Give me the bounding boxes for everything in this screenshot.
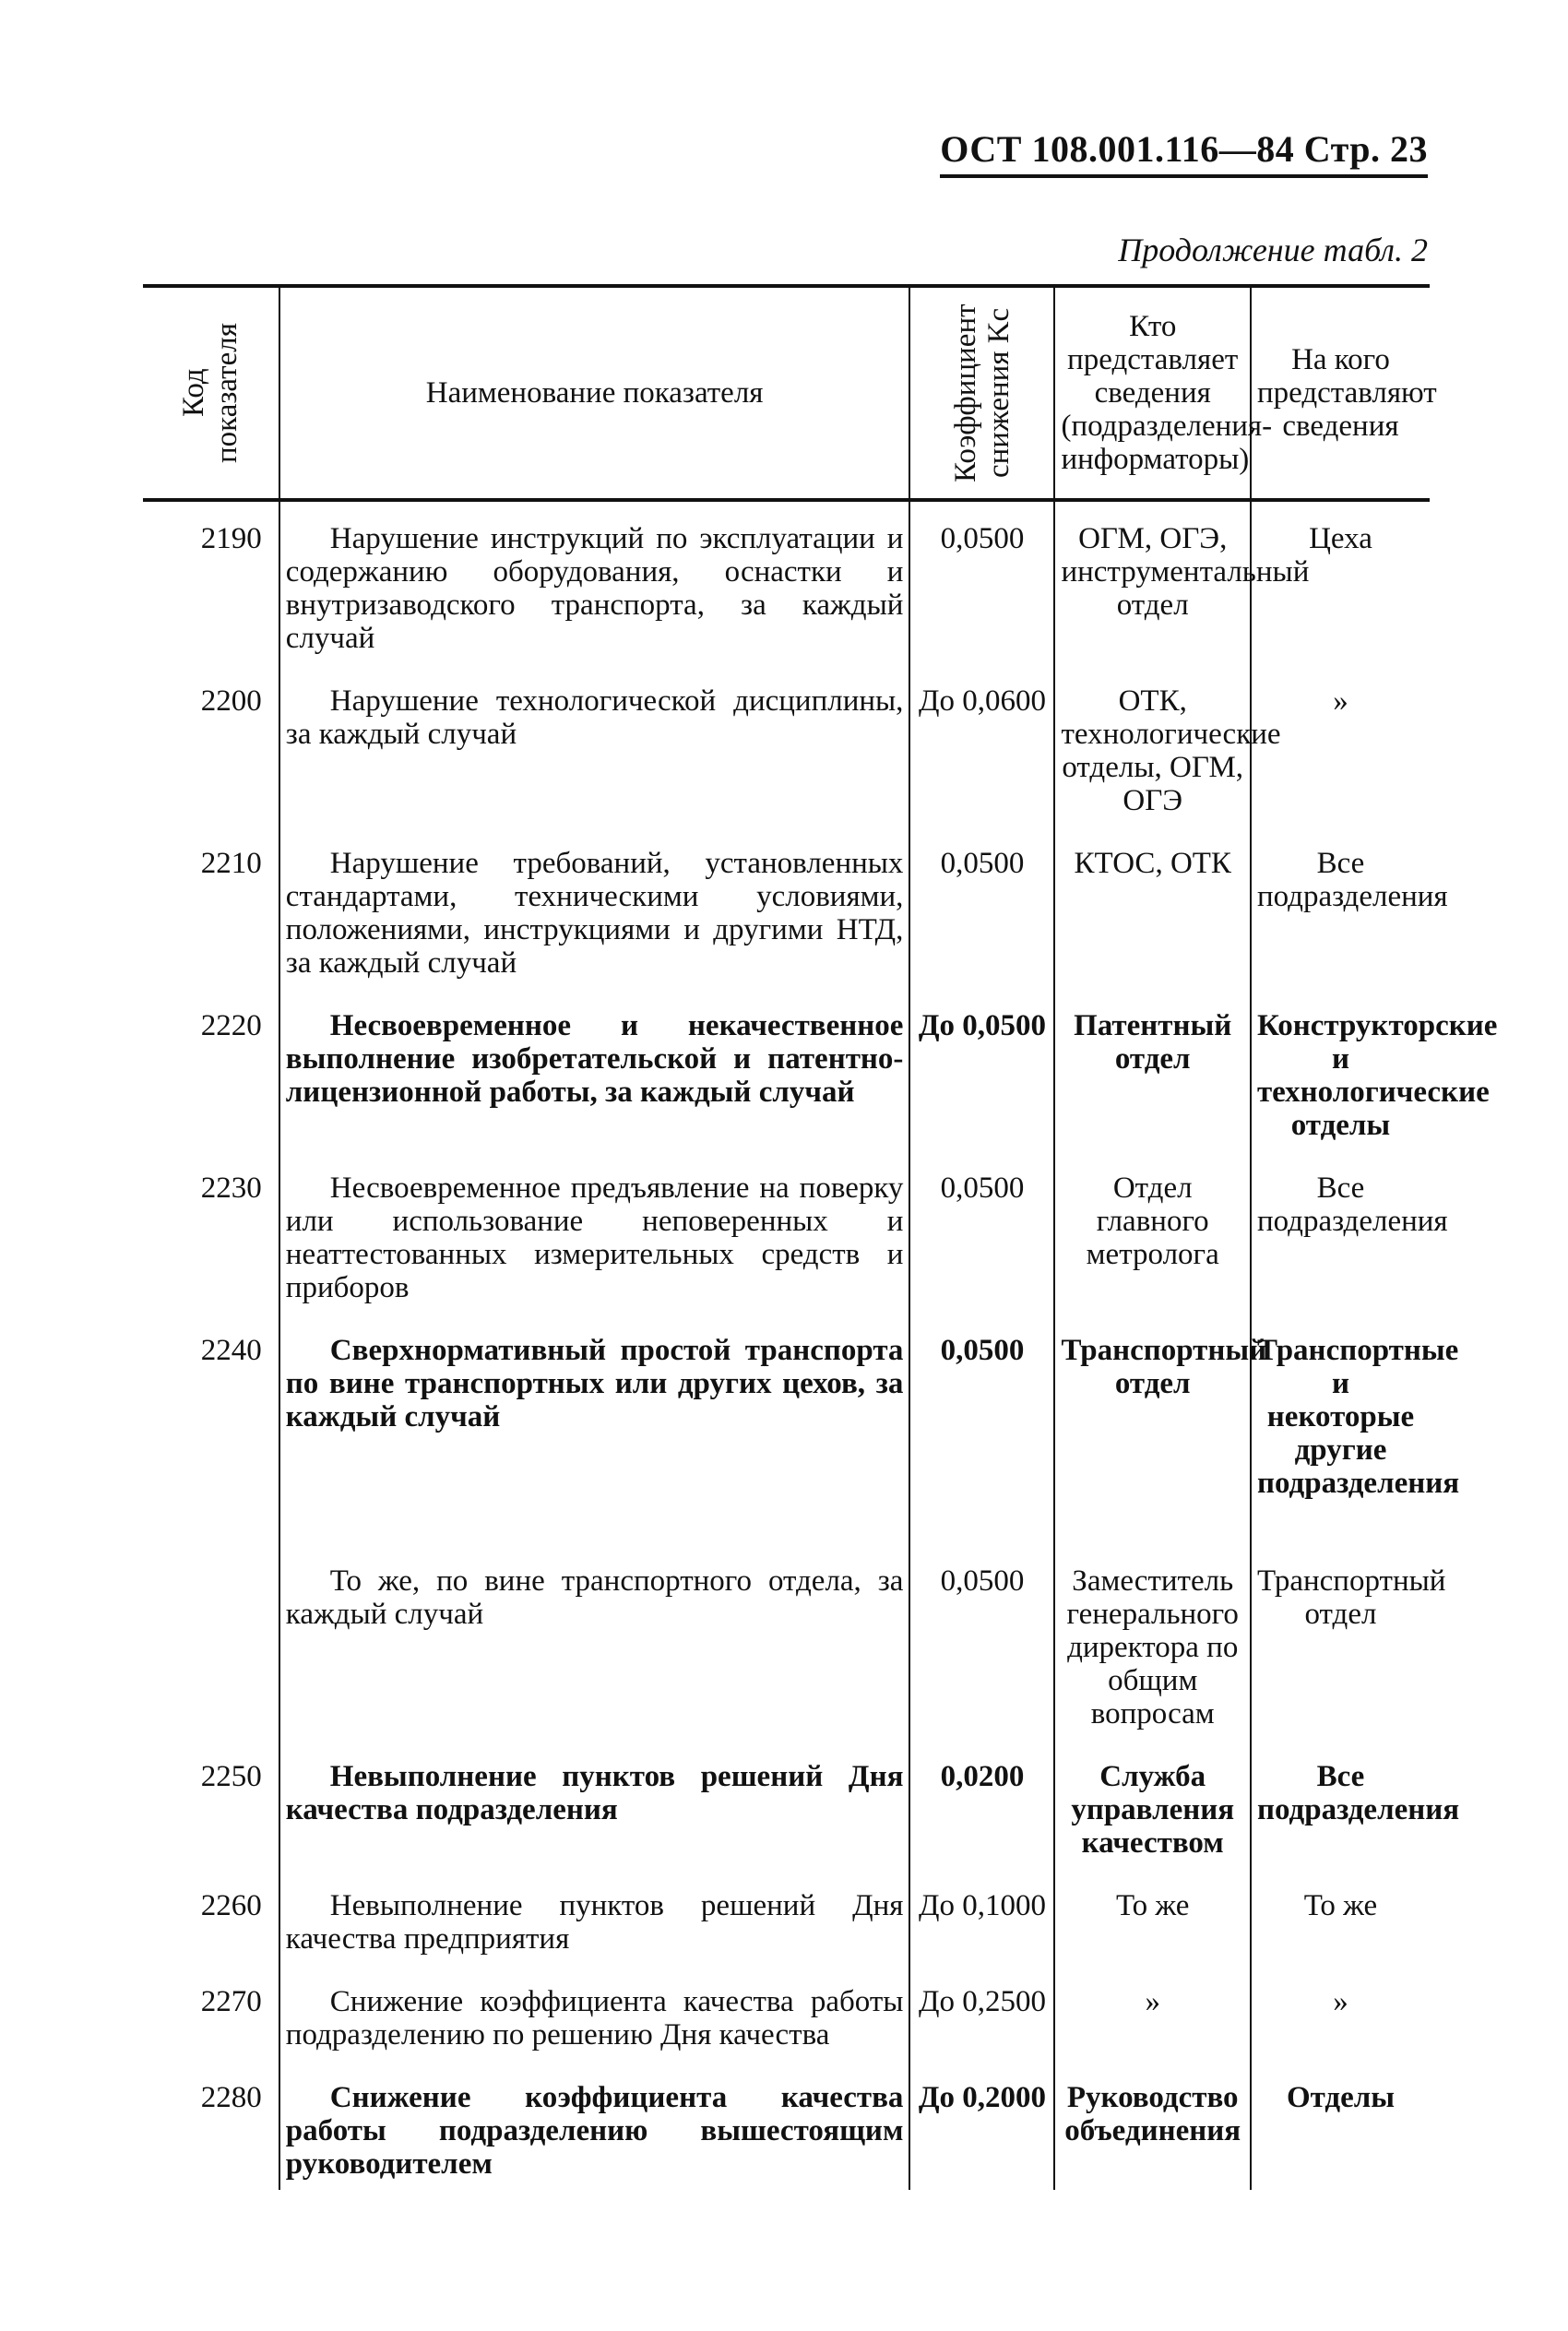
row-name: Нарушение технологической дисциплины, за каждый случай <box>279 664 910 827</box>
row-coef: До 0,2000 <box>909 2061 1054 2190</box>
row-code: 2200 <box>200 684 262 718</box>
row-who: КТОС, ОТК <box>1054 827 1250 989</box>
row-whom: Транспортный отдел <box>1251 1509 1430 1740</box>
table-row <box>143 1740 1430 1869</box>
row-who: Служба управления качеством <box>1054 1740 1250 1869</box>
row-code: 2260 <box>200 1889 262 1922</box>
row-coef: До 0,0600 <box>909 664 1054 827</box>
row-name: Невыполнение пунктов решений Дня качества предприятия <box>279 1869 910 1965</box>
col-header-name: Наименование показателя <box>279 286 910 500</box>
col-header-coef: Коэффициент снижения Kс <box>909 286 1054 500</box>
table-header-row <box>143 286 1430 500</box>
row-code: 2230 <box>200 1171 262 1205</box>
row-name: Снижение коэффициента качества работы подразделению по решению Дня качества <box>279 1965 910 2061</box>
table-row <box>143 1314 1430 1509</box>
row-who: То же <box>1054 1869 1250 1965</box>
row-who: Транспортный отдел <box>1054 1314 1250 1509</box>
row-whom: Отделы <box>1251 2061 1430 2190</box>
row-coef: 0,0500 <box>909 827 1054 989</box>
row-code: 2210 <box>200 847 262 880</box>
col-header-whom: На кого представляют сведения <box>1251 286 1430 500</box>
page-header <box>940 127 1428 178</box>
row-who: » <box>1054 1965 1250 2061</box>
table-row <box>143 2061 1430 2190</box>
row-name: Сверхнормативный простой транспорта по вине транспортных или других цехов, за каждый случай <box>279 1314 910 1509</box>
table-row <box>143 1869 1430 1965</box>
col-header-code: Код показателя <box>177 323 244 463</box>
row-who: Отдел главного метролога <box>1054 1151 1250 1314</box>
indicator-table <box>143 284 1498 2190</box>
row-coef: До 0,2500 <box>909 1965 1054 2061</box>
row-who: Патентный отдел <box>1054 989 1250 1151</box>
table-row <box>143 989 1430 1151</box>
row-coef: 0,0500 <box>909 1151 1054 1314</box>
row-name: Несвоевременное предъявление на поверку или использование неповеренных и неаттестованных измерительных средств и приборов <box>279 1151 910 1314</box>
row-code: 2250 <box>200 1760 262 1793</box>
table-row <box>143 1509 1430 1740</box>
row-coef: До 0,0500 <box>909 989 1054 1151</box>
doc-id: ОСТ 108.001.116—84 <box>940 128 1295 170</box>
row-who: ОТК, технологические отделы, ОГМ, ОГЭ <box>1054 664 1250 827</box>
row-code: 2240 <box>200 1334 262 1367</box>
table-row <box>143 664 1430 827</box>
row-whom: То же <box>1251 1869 1430 1965</box>
table-continuation-label: Продолжение табл. 2 <box>1118 232 1428 268</box>
row-coef: 0,0500 <box>909 500 1054 664</box>
row-code: 2220 <box>200 1009 262 1042</box>
table-row <box>143 827 1430 989</box>
row-whom: Все подразделения <box>1251 827 1430 989</box>
row-coef: До 0,1000 <box>909 1869 1054 1965</box>
row-name: Снижение коэффициента качества работы подразделению вышестоящим руководителем <box>279 2061 910 2190</box>
row-name: То же, по вине транспортного отдела, за каждый случай <box>279 1509 910 1740</box>
row-whom: Транспортные и некоторые другие подразделения <box>1251 1314 1430 1509</box>
row-name: Нарушение инструкций по эксплуатации и содержанию оборудования, оснастки и внутризаводского транспорта, за каждый случай <box>279 500 910 664</box>
row-code: 2270 <box>200 1985 262 2018</box>
row-code: 2190 <box>200 522 262 555</box>
col-header-who: Кто представляет сведения (подразделения-информаторы) <box>1054 286 1250 500</box>
row-coef: 0,0500 <box>909 1509 1054 1740</box>
row-whom: Цеха <box>1251 500 1430 664</box>
row-whom: Все подразделения <box>1251 1740 1430 1869</box>
row-who: Заместитель генерального директора по общим вопросам <box>1054 1509 1250 1740</box>
row-who: ОГМ, ОГЭ, инструментальный отдел <box>1054 500 1250 664</box>
row-code <box>143 1509 279 1740</box>
row-coef: 0,0200 <box>909 1740 1054 1869</box>
row-name: Невыполнение пунктов решений Дня качества подразделения <box>279 1740 910 1869</box>
page-number: Стр. 23 <box>1303 128 1428 170</box>
row-whom: » <box>1251 664 1430 827</box>
row-name: Нарушение требований, установленных стандартами, техническими условиями, положениями, инструкциями и другими НТД, за каждый случай <box>279 827 910 989</box>
row-name: Несвоевременное и некачественное выполнение изобретательской и патентно-лицензионной работы, за каждый случай <box>279 989 910 1151</box>
row-whom: » <box>1251 1965 1430 2061</box>
row-who: Руководство объединения <box>1054 2061 1250 2190</box>
table-row <box>143 1965 1430 2061</box>
row-whom: Конструкторские и технологические отделы <box>1251 989 1430 1151</box>
table-row <box>143 500 1430 664</box>
row-whom: Все подразделения <box>1251 1151 1430 1314</box>
row-coef: 0,0500 <box>909 1314 1054 1509</box>
table-row <box>143 1151 1430 1314</box>
row-code: 2280 <box>200 2081 262 2114</box>
